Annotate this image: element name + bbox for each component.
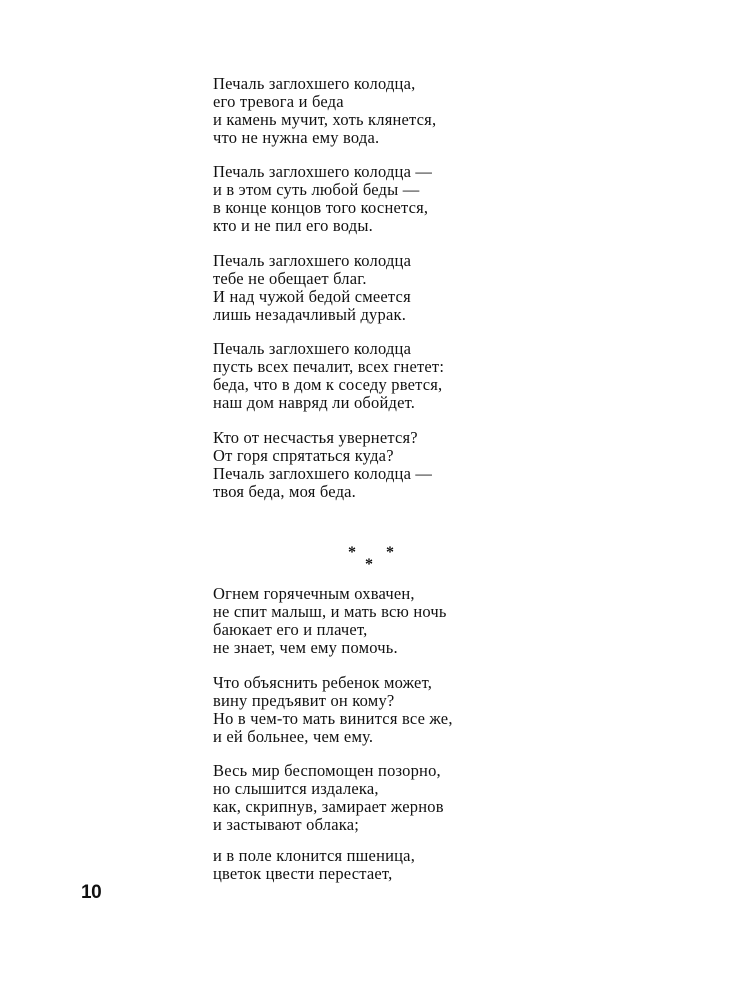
poem-line: и в поле клонится пшеница, xyxy=(213,846,416,865)
poem-line: и камень мучит, хоть клянется, xyxy=(213,110,437,129)
stanza xyxy=(213,674,453,746)
stanza xyxy=(213,585,447,657)
poem-line: и застывают облака; xyxy=(213,815,360,834)
asterism-separator xyxy=(340,542,400,572)
poem-line: не знает, чем ему помочь. xyxy=(213,638,398,657)
poem-line: Кто от несчастья увернется? xyxy=(213,428,418,447)
poem-line: Огнем горячечным охвачен, xyxy=(213,584,415,603)
poem-line: Что объяснить ребенок может, xyxy=(213,673,433,692)
poem-line: наш дом навряд ли обойдет. xyxy=(213,393,416,412)
poem-line: От горя спрятаться куда? xyxy=(213,446,394,465)
asterism-star: * xyxy=(348,544,356,561)
poem-line: вину предъявит он кому? xyxy=(213,691,395,710)
poem-line: тебе не обещает благ. xyxy=(213,269,367,288)
poem-line: Печаль заглохшего колодца — xyxy=(213,464,433,483)
poem-line: как, скрипнув, замирает жернов xyxy=(213,797,444,816)
poem-line: и в этом суть любой беды — xyxy=(213,180,420,199)
poem-line: и ей больнее, чем ему. xyxy=(213,727,374,746)
stanza xyxy=(213,762,444,834)
poem-line: Но в чем-то мать винится все же, xyxy=(213,709,453,728)
poem-line: Печаль заглохшего колодца xyxy=(213,251,412,270)
stanza xyxy=(213,847,415,883)
stanza xyxy=(213,252,411,324)
poem-line: что не нужна ему вода. xyxy=(213,128,380,147)
poem-line: пусть всех печалит, всех гнетет: xyxy=(213,357,445,376)
poem-line: Печаль заглохшего колодца xyxy=(213,339,412,358)
poem-line: Печаль заглохшего колодца — xyxy=(213,162,433,181)
poem-line: беда, что в дом к соседу рвется, xyxy=(213,375,443,394)
poem-line: кто и не пил его воды. xyxy=(213,216,373,235)
asterism-star: * xyxy=(386,544,394,561)
poem-line: его тревога и беда xyxy=(213,92,344,111)
asterism-star: * xyxy=(365,556,373,573)
stanza xyxy=(213,340,444,412)
poem-line: в конце концов того коснется, xyxy=(213,198,429,217)
poem-line: баюкает его и плачет, xyxy=(213,620,368,639)
poem-line: не спит малыш, и мать всю ночь xyxy=(213,602,447,621)
poem-line: но слышится издалека, xyxy=(213,779,379,798)
poem-line: твоя беда, моя беда. xyxy=(213,482,357,501)
poem-line: лишь незадачливый дурак. xyxy=(213,305,407,324)
poem-line: Весь мир беспомощен позорно, xyxy=(213,761,441,780)
stanza xyxy=(213,75,436,147)
stanza xyxy=(213,429,432,501)
poem-line: И над чужой бедой смеется xyxy=(213,287,411,306)
page-number: 10 xyxy=(81,882,102,903)
poem-line: цветок цвести перестает, xyxy=(213,864,393,883)
poem-line: Печаль заглохшего колодца, xyxy=(213,74,416,93)
stanza xyxy=(213,163,432,235)
